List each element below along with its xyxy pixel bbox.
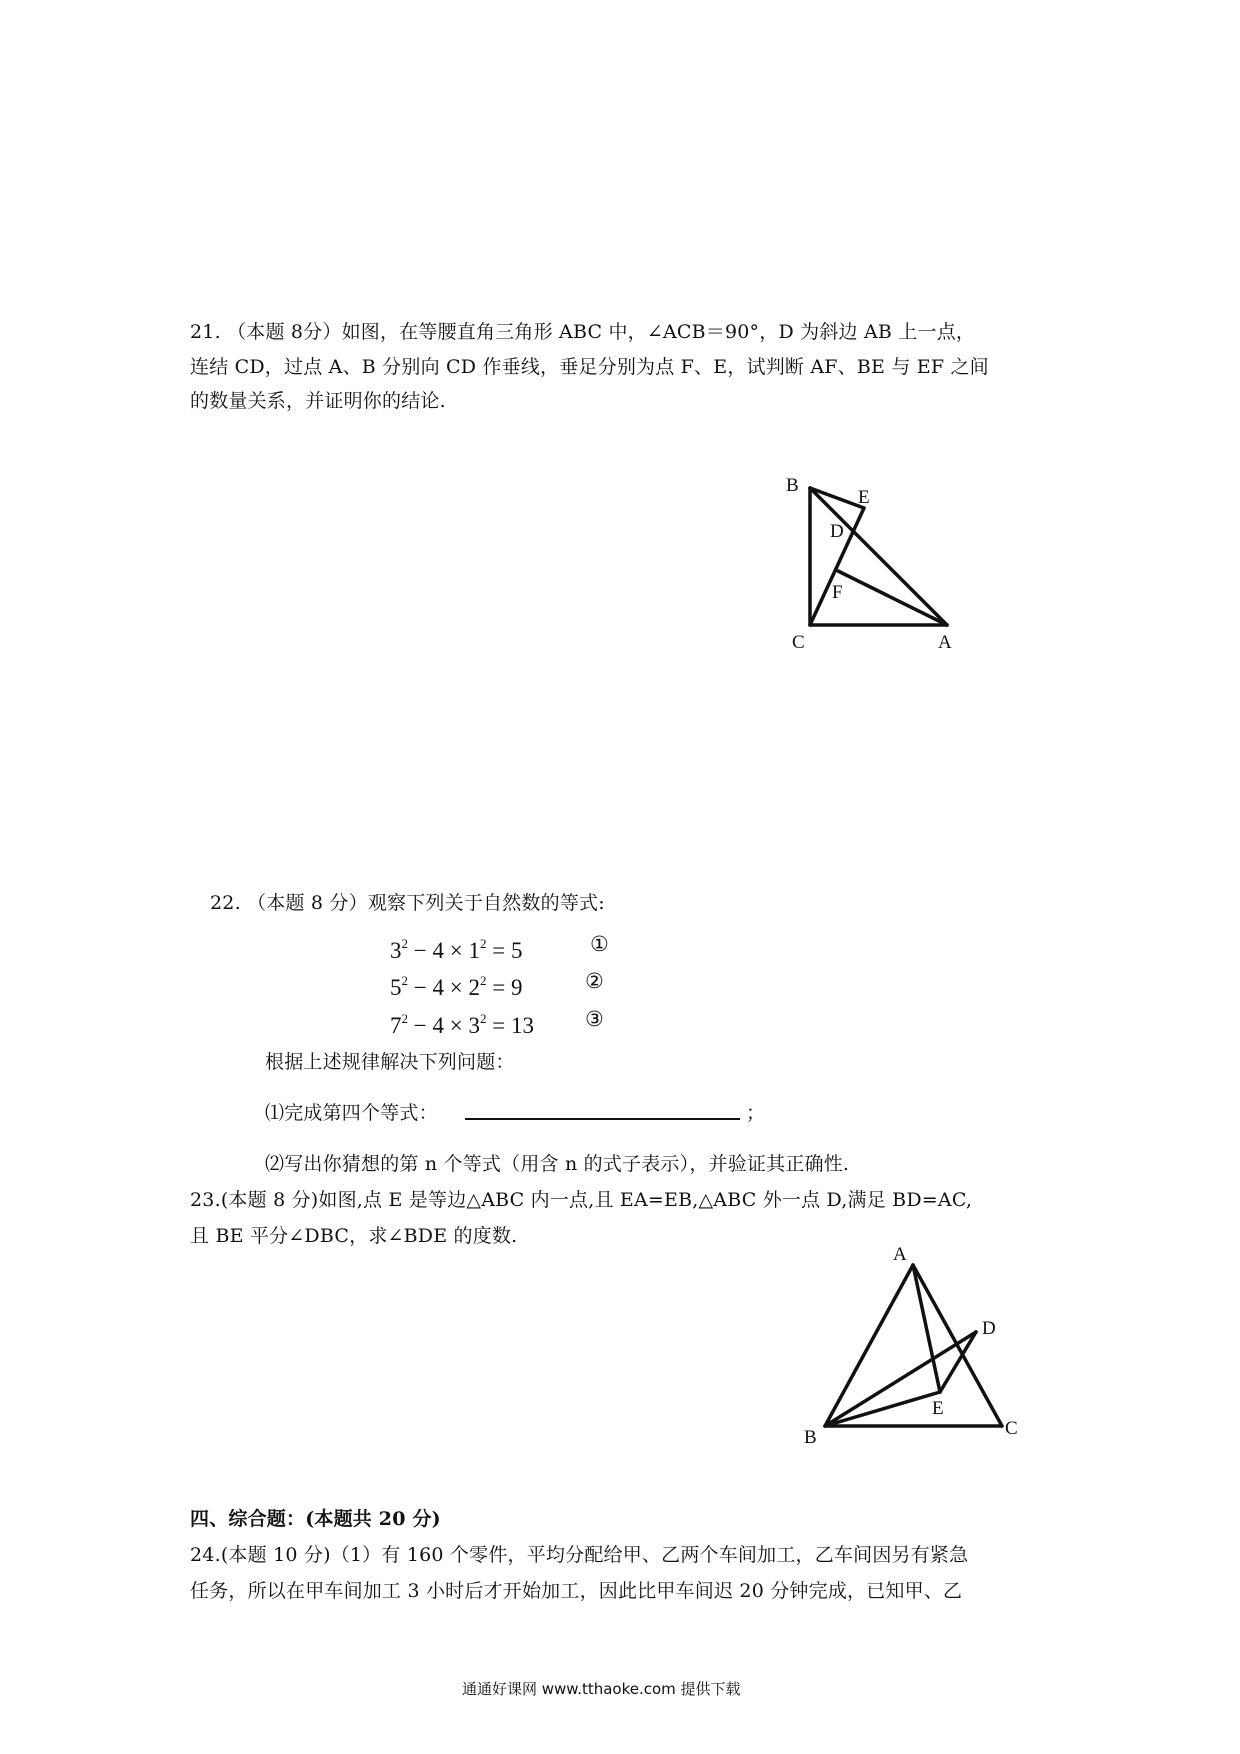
- q21-line-3: 的数量关系，并证明你的结论.: [190, 390, 446, 412]
- segment-ab: [825, 1265, 913, 1426]
- label-b: B: [804, 1427, 817, 1448]
- segment-bd: [825, 1332, 976, 1426]
- answer-blank[interactable]: [465, 1118, 740, 1120]
- eq2-result: 9: [510, 975, 523, 1000]
- eq3-marker: ③: [585, 1007, 604, 1031]
- label-c: C: [1005, 1418, 1018, 1439]
- q21-line-2: 连结 CD，过点 A、B 分别向 CD 作垂线，垂足分别为点 F、E，试判断 AF、BE 与 EF 之间: [190, 356, 989, 378]
- label-b: B: [786, 475, 799, 496]
- eq1-result: 5: [510, 938, 523, 963]
- label-e: E: [932, 1398, 944, 1419]
- eq1-marker: ①: [590, 932, 609, 956]
- label-f: F: [832, 582, 843, 603]
- q24-line-1: 24.(本题 10 分)（1）有 160 个零件，平均分配给甲、乙两个车间加工，乙车间因另有紧急: [190, 1544, 969, 1566]
- q24-line-2: 任务，所以在甲车间加工 3 小时后才开始加工，因此比甲车间迟 20 分钟完成，已知甲、乙: [190, 1580, 963, 1602]
- label-a: A: [938, 632, 952, 653]
- label-d: D: [982, 1318, 996, 1339]
- q23-line-2: 且 BE 平分∠DBC，求∠BDE 的度数.: [190, 1225, 518, 1247]
- q23-figure: [790, 1240, 1030, 1448]
- eq2-marker: ②: [585, 969, 604, 993]
- label-a: A: [893, 1244, 907, 1265]
- label-c: C: [792, 632, 805, 653]
- q21-line-1: 21. （本题 8分）如图，在等腰直角三角形 ABC 中，∠ACB＝90°，D 为斜边 AB 上一点，: [190, 321, 976, 343]
- eq3-result: 13: [510, 1013, 534, 1038]
- eq2-base: 5: [390, 975, 402, 1000]
- section-4-title: 四、综合题：(本题共 20 分): [190, 1508, 441, 1530]
- q21-figure: [770, 470, 970, 655]
- eq2-b: 2: [468, 975, 480, 1000]
- q22-part-1: ⑴完成第四个等式：: [265, 1102, 438, 1124]
- segment-af: [838, 571, 947, 625]
- q22-part-1-end: ；: [746, 1102, 766, 1124]
- label-e: E: [858, 487, 870, 508]
- eq1-b: 1: [468, 938, 480, 963]
- footer-source: 通通好课网 www.tthaoke.com 提供下载: [462, 1680, 741, 1698]
- segment-ab: [810, 488, 947, 625]
- label-d: D: [830, 521, 844, 542]
- segment-de: [940, 1332, 976, 1392]
- segment-ae: [913, 1265, 940, 1392]
- q22-header: 22. （本题 8 分）观察下列关于自然数的等式:: [210, 892, 605, 914]
- q23-line-1: 23.(本题 8 分)如图,点 E 是等边△ABC 内一点,且 EA=EB,△ABC 外一点 D,满足 BD=AC,: [190, 1189, 973, 1211]
- q22-prompt: 根据上述规律解决下列问题：: [265, 1051, 515, 1073]
- eq3-b: 3: [468, 1013, 480, 1038]
- q22-part-2: ⑵写出你猜想的第 n 个等式（用含 n 的式子表示），并验证其正确性.: [265, 1153, 850, 1175]
- eq1-base: 3: [390, 938, 402, 963]
- eq3-base: 7: [390, 1013, 402, 1038]
